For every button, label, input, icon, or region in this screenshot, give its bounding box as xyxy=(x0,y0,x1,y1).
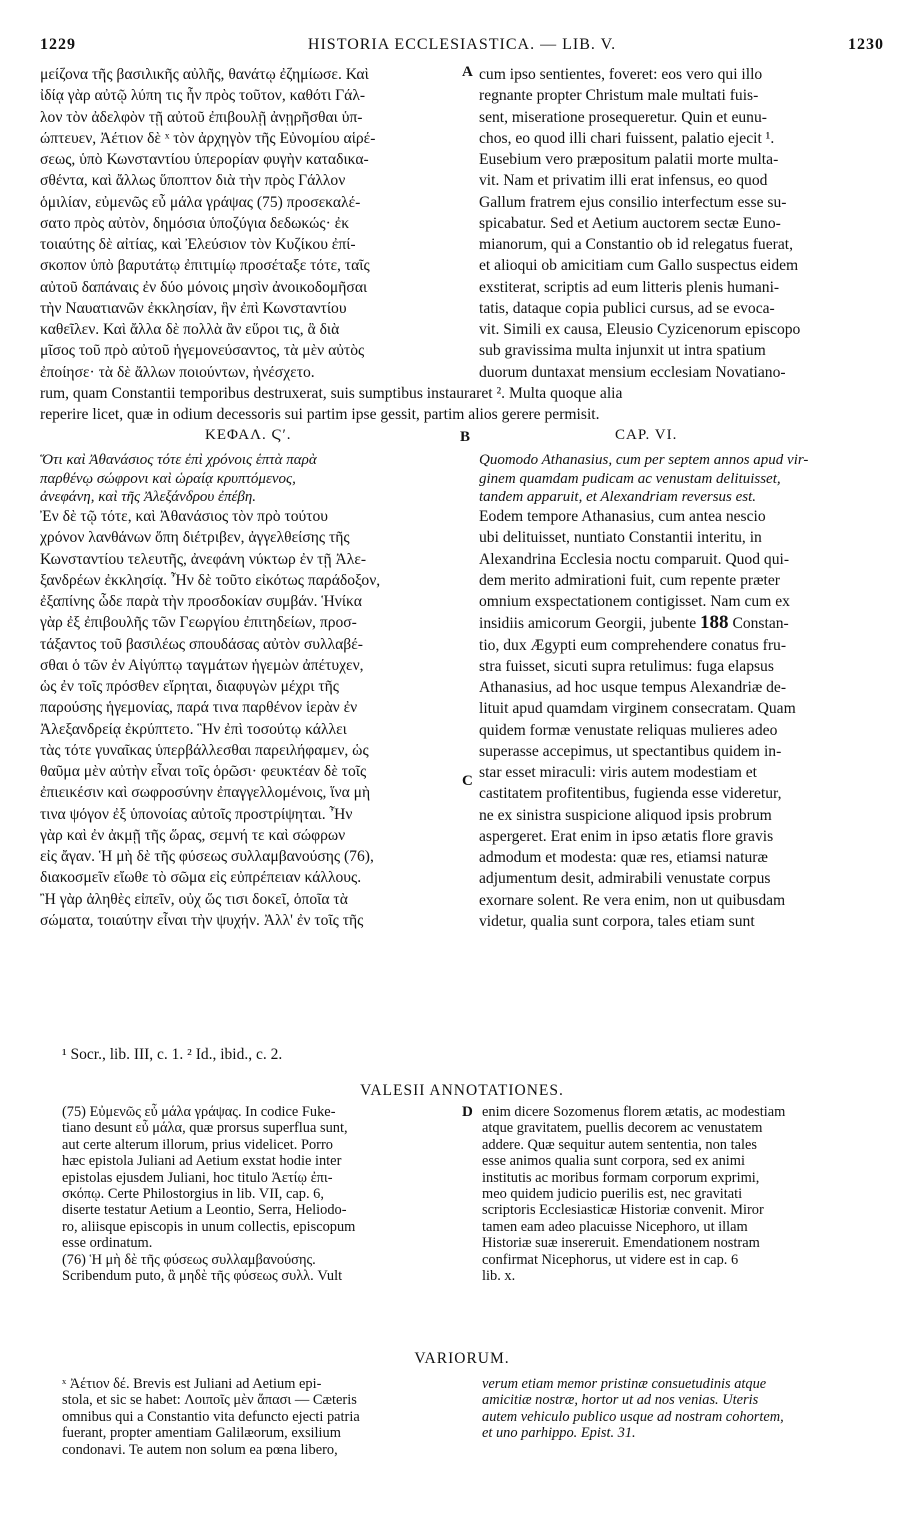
note-line: tamen eam adeo placuisse Nicephoro, ut illam xyxy=(482,1218,748,1235)
note-line: epistolas ejusdem Juliani, hoc titulo Ἀετίῳ ἐπι- xyxy=(62,1169,333,1186)
latin-line: admodum et modesta: quæ res, etiamsi naturæ xyxy=(479,849,768,866)
note-line: confirmat Nicephorus, ut videre est in cap. 6 xyxy=(482,1251,739,1268)
latin-line: exornare solent. Re vera enim, non ut quibusdam xyxy=(479,891,786,909)
greek-line: τινα ψόγον ἐξ ὑπονοίας αὐτοῖς προστρίψηται. Ἦν xyxy=(40,805,353,823)
latin-line: vit. Simili ex causa, Eleusio Cyzicenorum episcopo xyxy=(479,321,801,338)
note-line: ro, aliisque episcopis in unum collectis, episcopum xyxy=(62,1218,356,1235)
note-line: condonavi. Te autem non solum ea pœna libero, xyxy=(62,1441,338,1458)
greek-line: μῖσος τοῦ πρὸ αὐτοῦ ἡγεμονεύσαντος, τὰ μὲν αὐτὸς xyxy=(40,342,365,360)
latin-line: lituit apud quamdam virginem consecratam. Quam xyxy=(479,700,796,718)
summary-line: tandem apparuit, et Alexandriam reversus est. xyxy=(479,489,757,505)
variorum-notes-left xyxy=(62,1376,360,1458)
latin-line: mianorum, qui a Constantio ob id relegatus fuerat, xyxy=(479,236,793,253)
full-width-line-1: rum, quam Constantii temporibus destruxerat, suis sumptibus instauraret ². Multa quoque alia xyxy=(40,385,623,402)
latin-line: exstiterat, scriptis ad eum litteris plenis humani- xyxy=(479,278,780,296)
note-line: et uno parhippo. Epist. 31. xyxy=(482,1425,636,1442)
latin-line: Eusebium vero præpositum palatii morte multa- xyxy=(479,151,779,168)
greek-line: σθέντα, καὶ ἄλλως ὕποπτον διὰ τὴν πρὸς Γάλλον xyxy=(40,172,346,190)
greek-line: εἰς ἄγαν. Ἡ μὴ δὲ τῆς φύσεως συλλαμβανούσης (76), xyxy=(40,848,374,865)
greek-line: τὴν Ναυατιανῶν ἐκκλησίαν, ἣν ἐπὶ Κωνσταντίου xyxy=(40,299,347,317)
greek-line: θαῦμα μὲν αὐτὴν εἶναι τοῖς ὁρῶσι· φευκτέαν δὲ τοῖς xyxy=(40,763,367,780)
latin-line: tio, dux Ægypti eum comprehendere conatus fru- xyxy=(479,636,787,654)
greek-line: τὰς τότε γυναῖκας ὑπερβάλλεσθαι παρειλήφαμεν, ὡς xyxy=(40,741,369,759)
greek-column-top xyxy=(40,64,465,383)
latin-line: stra fuisset, sicuti supra retulimus: fuga elapsus xyxy=(479,657,774,675)
note-line: hæc epistola Juliani ad Aetium exstat hodie inter xyxy=(62,1153,342,1170)
note-line: esse ordinatum. xyxy=(62,1235,153,1252)
latin-line: Eodem tempore Athanasius, cum antea nescio xyxy=(479,508,766,525)
latin-line: dem merito admirationi fuit, cum repente præter xyxy=(479,571,780,589)
summary-line: ἀνεφάνη, καὶ τῆς Ἀλεξάνδρου ἐπέβη. xyxy=(40,489,257,505)
latin-line-with-column-number: insidiis amicorum Georgii, jubente 188 Constan- xyxy=(479,612,789,634)
latin-line: superasse accepimus, ut spectantibus quidem in- xyxy=(479,742,782,760)
latin-line: chos, eo quod illi chari fuissent, palatio ejecit ¹. xyxy=(479,129,775,147)
page-number-left: 1229 xyxy=(40,36,76,53)
greek-column-body xyxy=(40,506,465,931)
running-title: HISTORIA ECCLESIASTICA. — LIB. V. xyxy=(307,36,617,53)
greek-line: τάξαντος τοῦ βασιλέως σπουδάσας αὐτὸν συλλαβέ- xyxy=(40,635,363,653)
page-number-right: 1230 xyxy=(848,36,884,53)
latin-line: star esset miraculi: viris autem modestiam et xyxy=(479,764,758,781)
note-line: diserte testatur Aetium a Leontio, Serra, Heliodo- xyxy=(62,1202,347,1219)
column-number: 188 xyxy=(700,612,729,634)
latin-column-body xyxy=(479,506,885,932)
greek-line: σατο πρὸς αὐτὸν, δημόσια ὑποζύγια δεδωκώς· ἐκ xyxy=(40,214,350,232)
greek-line: ώπτευεν, Ἀέτιον δὲ ˣ τὸν ἀρχηγὸν τῆς Εὐνομίου αἱρέ- xyxy=(40,129,376,147)
margin-mark-b: B xyxy=(460,429,471,445)
note-line: omnibus qui a Constantio vita defuncto ejecti patria xyxy=(62,1408,360,1425)
note-line: stola, et sic se habet: Λοιποῖς μὲν ἅπασι — Cæteris xyxy=(62,1392,357,1409)
latin-line: regnante propter Christum male multati fuis- xyxy=(479,87,759,105)
margin-mark-a: A xyxy=(462,64,473,80)
latin-line: spicabatur. Sed et Aetium auctorem sectæ Euno- xyxy=(479,214,781,232)
greek-line: λον τὸν ἀδελφὸν τῇ αὐτοῦ ἐπιβουλῇ ἀνῃρῆσθαι ὑπ- xyxy=(40,108,363,126)
greek-line: ἐπιεικέσιν καὶ σωφροσύνην ἐπαγγελλομένοις, ἵνα μὴ xyxy=(40,784,371,802)
note-line: fuerant, propter amentiam Galilæorum, exsilium xyxy=(62,1425,341,1442)
latin-line: ubi delituisset, nuntiato Constantii interitu, in xyxy=(479,529,762,547)
greek-line: γὰρ καὶ ἐν ἀκμῇ τῆς ὥρας, σεμνή τε καὶ σώφρων xyxy=(40,826,346,844)
latin-line: et alioqui ob amicitiam cum Gallo suspectus eidem xyxy=(479,257,799,275)
summary-line: παρθένῳ σώφρονι καὶ ὡραίᾳ κρυπτόμενος, xyxy=(40,470,296,487)
latin-line: Gallum fratrem ejus consilio interfectum esse su- xyxy=(479,193,787,211)
greek-line: σκοπον ὑπὸ βαρυτάτῳ ἐπιτιμίῳ προσέταξε τότε, ταῖς xyxy=(40,257,370,275)
greek-line: σεως, ὑπὸ Κωνσταντίου ὑπερορίαν φυγὴν καταδικα- xyxy=(40,151,369,168)
note-line: ˣ Ἀέτιον δέ. Brevis est Juliani ad Aetium epi- xyxy=(62,1376,322,1392)
greek-line: σθαι ὁ τῶν ἐν Αἰγύπτῳ ταγμάτων ἡγεμὼν ἀπέτυχεν, xyxy=(40,656,364,674)
note-line: institutis ac moribus formam corporum exprimi, xyxy=(482,1169,760,1186)
note-line: enim dicere Sozomenus florem ætatis, ac modestiam xyxy=(482,1104,786,1120)
latin-line: cum ipso sentientes, foveret: eos vero qui illo xyxy=(479,66,763,83)
latin-line: adjumentum desit, admirabili venustate corpus xyxy=(479,870,771,888)
valesii-heading: VALESII ANNOTATIONES. xyxy=(360,1082,564,1099)
note-line: tiano desunt εὖ μάλα, quæ prorsus superflua sunt, xyxy=(62,1120,348,1137)
latin-line: Athanasius, ad hoc usque tempus Alexandriæ de- xyxy=(479,679,787,696)
note-line: amicitiæ nostræ, hortor ut ad nos venias. Uteris xyxy=(482,1392,759,1409)
greek-line: μείζονα τῆς βασιλικῆς αὐλῆς, θανάτῳ ἐζημίωσε. Καὶ xyxy=(40,66,369,83)
chapter-heading-greek: ΚΕΦΑΛ. Ϛʹ. xyxy=(205,427,292,443)
greek-line: γὰρ ἐξ ἐπιβουλῆς τῶν Γεωργίου ἐπιτηδείων, προσ- xyxy=(40,614,357,632)
latin-line: duorum duntaxat mensium ecclesiam Novatiano- xyxy=(479,363,786,381)
greek-line: Ἐν δὲ τῷ τότε, καὶ Ἀθανάσιος τὸν πρὸ τούτου xyxy=(40,508,329,525)
latin-line: aspergeret. Erat enim in ipso ætatis flore gravis xyxy=(479,827,774,845)
greek-line: ὡς ἐν τοῖς πρόσθεν εἴρηται, διαφυγὼν μέχρι τῆς xyxy=(40,678,339,695)
latin-line: tatis, dataque copia publici cursus, ad se evoca- xyxy=(479,299,775,317)
latin-line: omnium exspectationem contigisset. Nam cum ex xyxy=(479,593,790,610)
latin-line: quidem formæ venustate reliquas mulieres adeo xyxy=(479,721,778,739)
greek-line: Ἀλεξανδρείᾳ ἐκρύπτετο. Ἣν ἐπὶ τοσούτῳ κάλλει xyxy=(40,720,347,738)
greek-line: χρόνον λανθάνων ὅπη διέτριβεν, ἀγγελθείσης τῆς xyxy=(40,529,350,547)
variorum-notes-right xyxy=(482,1376,784,1442)
note-line: autem vehiculo publico usque ad nostram cohortem, xyxy=(482,1408,784,1425)
note-line: esse animos qualia sunt corpora, sed ex animi xyxy=(482,1153,745,1170)
greek-line: ἰδίᾳ γὰρ αὐτῷ λύπη τις ἦν πρὸς τοῦτον, καθότι Γάλ- xyxy=(40,87,366,105)
latin-line: vit. Nam et privatim illi erat infensus, eo quod xyxy=(479,172,768,190)
greek-line: διακοσμεῖν εἴωθε τὸ σῶμα εἰς εὐπρέπειαν κάλλους. xyxy=(40,869,362,887)
latin-line: castitatem profitentibus, fugienda esse videretur, xyxy=(479,785,782,803)
note-line: verum etiam memor pristinæ consuetudinis atque xyxy=(482,1376,767,1392)
chapter-heading-latin: CAP. VI. xyxy=(615,427,678,443)
note-line: meo quidem judicio puerilis est, nec gravitati xyxy=(482,1186,743,1203)
running-header xyxy=(40,36,884,62)
note-line: (76) Ἡ μὴ δὲ τῆς φύσεως συλλαμβανούσης. xyxy=(62,1251,316,1268)
full-width-line-2: reperire licet, quæ in odium decessoris sui partim ipse gessit, partim alios gerere permisit. xyxy=(40,406,600,423)
latin-column-top xyxy=(479,64,885,383)
footnotes: ¹ Socr., lib. III, c. 1. ² Id., ibid., c. 2. xyxy=(62,1046,283,1063)
greek-line: τοιαύτης δὲ αἰτίας, καὶ Ἐλεύσιον τὸν Κυζίκου ἐπί- xyxy=(40,236,356,253)
greek-line: ὁμιλίαν, εὐμενῶς εὖ μάλα γράψας (75) προσεκαλέ- xyxy=(40,193,361,211)
summary-line: Quomodo Athanasius, cum per septem annos apud vir- xyxy=(479,452,809,468)
greek-line: Κωνσταντίου τελευτῆς, ἀνεφάνη νύκτωρ ἐν τῇ Ἀλε- xyxy=(40,550,367,568)
note-line: lib. x. xyxy=(482,1268,516,1285)
latin-line: sub gravissima multa injunxit ut intra spatium xyxy=(479,342,766,360)
margin-mark-c: C xyxy=(462,773,473,789)
greek-line: σώματα, τοιαύτην εἶναι τὴν ψυχήν. Ἀλλ' ἐν τοῖς τῆς xyxy=(40,911,364,929)
note-line: scriptoris Ecclesiasticæ Historiæ convenit. Miror xyxy=(482,1202,764,1219)
greek-line: ἐξαπίνης ὧδε παρὰ τὴν προσδοκίαν συμβάν. Ἡνίκα xyxy=(40,593,362,610)
variorum-heading: VARIORUM. xyxy=(414,1350,510,1367)
note-line: atque gravitatem, puellis decorem ac venustatem xyxy=(482,1120,763,1137)
latin-line: videtur, qualia sunt corpora, tales etiam sunt xyxy=(479,912,755,930)
greek-line: ξανδρέων ἐκκλησίᾳ. Ἦν δὲ τοῦτο εἰκότως παράδοξον, xyxy=(40,571,381,589)
valesii-notes-left xyxy=(62,1104,355,1284)
greek-line: Ἢ γὰρ ἀληθὲς εἰπεῖν, οὐχ ὥς τισι δοκεῖ, ὁποῖα τὰ xyxy=(40,890,348,908)
greek-line: καθεῖλεν. Καὶ ἄλλα δὲ πολλὰ ἂν εὕροι τις, ἃ διὰ xyxy=(40,321,340,338)
greek-line: παρούσης ἡγεμονίας, παρά τινα παρθένον ἱερὰν ἐν xyxy=(40,699,358,717)
note-line: Scribendum puto, ἃ μηδὲ τῆς φύσεως συλλ. Vult xyxy=(62,1268,343,1285)
note-line: σκόπῳ. Certe Philostorgius in lib. VII, cap. 6, xyxy=(62,1186,324,1203)
greek-line: αὐτοῦ δαπάναις ἐν δύο μόνοις μησὶν ἀνοικοδομῆσαι xyxy=(40,278,368,296)
note-line: (75) Εὐμενῶς εὖ μάλα γράψας. In codice Fuke- xyxy=(62,1104,336,1120)
greek-line: ἐποίησε· τὰ δὲ ἄλλων ποιούντων, ἠνέσχετο. xyxy=(40,363,315,381)
note-line: addere. Quæ sequitur autem sententia, non tales xyxy=(482,1136,757,1153)
summary-line: ginem quamdam pudicam ac venustam delituisset, xyxy=(479,470,781,487)
latin-line: Alexandrina Ecclesia noctu comparuit. Quod qui- xyxy=(479,550,790,568)
latin-line: ne ex sinistra suspicione aliquod ipsis probrum xyxy=(479,806,772,824)
chapter-summary-greek xyxy=(40,451,317,507)
summary-line: Ὅτι καὶ Ἀθανάσιος τότε ἐπὶ χρόνοις ἑπτὰ παρὰ xyxy=(40,452,317,468)
note-line: aut certe alterum illorum, prius videlicet. Porro xyxy=(62,1136,333,1153)
valesii-notes-right xyxy=(482,1104,785,1284)
latin-line: sent, miseratione prosequeretur. Quin et eunu- xyxy=(479,108,767,126)
chapter-summary-latin xyxy=(479,451,808,507)
note-line: Historiæ suæ insereruit. Emendationem nostram xyxy=(482,1235,760,1252)
margin-mark-d: D xyxy=(462,1104,473,1120)
